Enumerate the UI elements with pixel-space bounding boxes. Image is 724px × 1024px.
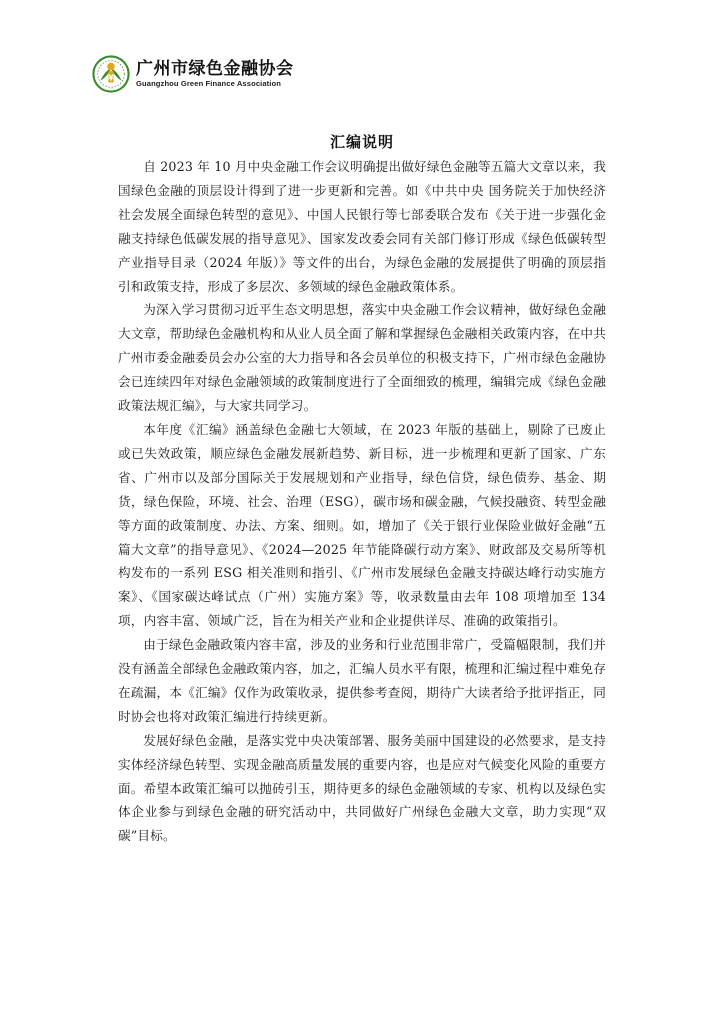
paragraph-5: 发展好绿色金融，是落实党中央决策部署、服务美丽中国建设的必然要求，是支持实体经济绿色转型、实现金融高质量发展的重要内容，也是应对气候变化风险的重要方面。希望本政策汇编可以抛砖引玉，期待更多的绿色金融领域的专家、机构以及绿色实体企业参与到绿色金融的研究活动中，共同做好广州绿色金融大文章，助力实现“双碳”目标。	[118, 732, 606, 844]
org-names	[136, 59, 294, 89]
paragraph-1: 自 2023 年 10 月中央金融工作会议明确提出做好绿色金融等五篇大文章以来，我国绿色金融的顶层设计得到了进一步更新和完善。如《中共中央 国务院关于加快经济社会发展全面绿色转型的意见》、中国人民银行等七部委联合发布《关于进一步强化金融支持绿色低碳发展的指导意见》、国家发改委会同有关部门修订形成《绿色低碳转型产业指导目录（2024 年版）》等文件的出台，为绿色金融的发展提供了明确的顶层指引和政策支持，形成了多层次、多领域的绿色金融政策体系。	[118, 159, 606, 294]
green-finance-logo-icon	[92, 55, 130, 93]
org-name-cn: 广州市绿色金融协会	[136, 59, 294, 79]
paragraph-3: 本年度《汇编》涵盖绿色金融七大领域，在 2023 年版的基础上，剔除了已废止或已失效政策，顺应绿色金融发展新趋势、新目标，进一步梳理和更新了国家、广东省、广州市以及部分国际关于发展规划和产业指导，绿色信贷，绿色债券、基金、期货，绿色保险，环境、社会、治理（ESG），碳市场和碳金融，气候投融资、转型金融等方面的政策制度、办法、方案、细则。如，增加了《关于银行业保险业做好金融“五篇大文章”的指导意见》、《2024—2025 年节能降碳行动方案》、财政部及交易所等机构发布的一系列 ESG 相关准则和指引、《广州市发展绿色金融支持碳达峰行动实施方案》、《国家碳达峰试点（广州）实施方案》等，收录数量由去年 108 项增加至 134 项，内容丰富、领域广泛，旨在为相关产业和企业提供详尽、准确的政策指引。	[118, 421, 606, 629]
org-header	[92, 52, 294, 96]
org-name-en: Guangzhou Green Finance Association	[136, 79, 281, 88]
svg-text:¥: ¥	[108, 73, 114, 83]
paragraph-2: 为深入学习贯彻习近平生态文明思想，落实中央金融工作会议精神，做好绿色金融大文章，帮助绿色金融机构和从业人员全面了解和掌握绿色金融相关政策内容，在中共广州市委金融委员会办公室的大力指导和各会员单位的积极支持下，广州市绿色金融协会已连续四年对绿色金融领域的政策制度进行了全面细致的梳理，编辑完成《绿色金融政策法规汇编》，与大家共同学习。	[118, 302, 606, 414]
paragraph-4: 由于绿色金融政策内容丰富，涉及的业务和行业范围非常广，受篇幅限制，我们并没有涵盖全部绿色金融政策内容，加之，汇编人员水平有限，梳理和汇编过程中难免存在疏漏，本《汇编》仅作为政策收录，提供参考查阅，期待广大读者给予批评指正，同时协会也将对政策汇编进行持续更新。	[118, 637, 606, 724]
page-title: 汇编说明	[329, 133, 394, 151]
document-body	[118, 155, 606, 848]
